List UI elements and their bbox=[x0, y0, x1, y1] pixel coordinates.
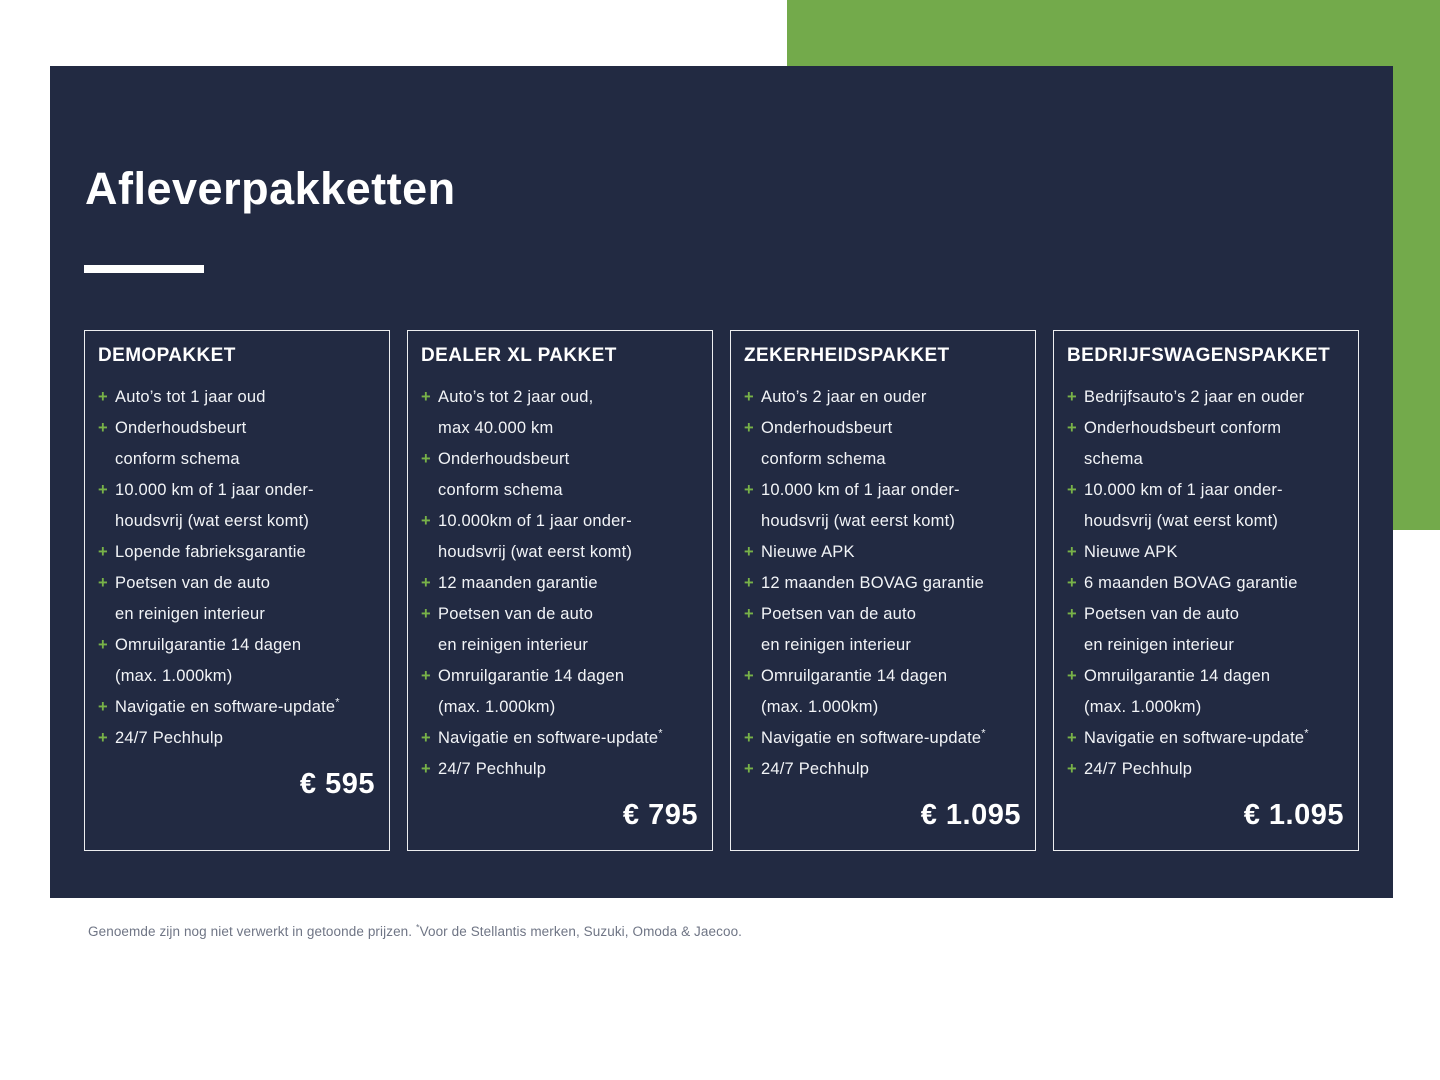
plus-icon: + bbox=[744, 574, 754, 592]
feature-text: en reinigen interieur bbox=[115, 605, 266, 623]
feature-text: 24/7 Pechhulp bbox=[115, 729, 224, 747]
feature-line bbox=[98, 506, 376, 537]
package-card-demopakket bbox=[84, 330, 390, 851]
feature-line bbox=[98, 413, 376, 444]
feature-line bbox=[744, 692, 1022, 723]
feature-line bbox=[1067, 475, 1345, 506]
feature-text: Nieuwe APK bbox=[761, 543, 855, 561]
feature-text: Nieuwe APK bbox=[1084, 543, 1178, 561]
feature-list bbox=[1067, 382, 1345, 785]
feature-text: 12 maanden BOVAG garantie bbox=[761, 574, 984, 592]
feature-line bbox=[1067, 754, 1345, 785]
plus-icon: + bbox=[744, 543, 754, 561]
feature-text: Bedrijfsauto’s 2 jaar en ouder bbox=[1084, 388, 1305, 406]
asterisk-superscript: * bbox=[335, 696, 340, 709]
package-card-title: ZEKERHEIDSPAKKET bbox=[744, 345, 950, 366]
feature-line bbox=[421, 382, 699, 413]
feature-text: Auto’s tot 1 jaar oud bbox=[115, 388, 266, 406]
asterisk-superscript: * bbox=[1304, 727, 1309, 740]
feature-text: Navigatie en software-update* bbox=[1084, 727, 1309, 747]
feature-line bbox=[98, 444, 376, 475]
feature-line bbox=[421, 475, 699, 506]
plus-icon: + bbox=[1067, 543, 1077, 561]
plus-icon: + bbox=[421, 388, 431, 406]
plus-icon: + bbox=[421, 512, 431, 530]
feature-text: Onderhoudsbeurt conform bbox=[1084, 419, 1282, 437]
feature-text: Navigatie en software-update* bbox=[438, 727, 663, 747]
plus-icon: + bbox=[98, 543, 108, 561]
feature-line bbox=[421, 692, 699, 723]
feature-line bbox=[421, 506, 699, 537]
feature-line bbox=[421, 723, 699, 754]
feature-line bbox=[744, 661, 1022, 692]
feature-list bbox=[421, 382, 699, 785]
plus-icon: + bbox=[1067, 729, 1077, 747]
feature-line bbox=[421, 444, 699, 475]
feature-text: 10.000 km of 1 jaar onder- bbox=[1084, 481, 1283, 499]
plus-icon: + bbox=[1067, 760, 1077, 778]
feature-line bbox=[98, 382, 376, 413]
feature-text: Navigatie en software-update* bbox=[761, 727, 986, 747]
feature-line bbox=[421, 754, 699, 785]
plus-icon: + bbox=[421, 605, 431, 623]
plus-icon: + bbox=[744, 605, 754, 623]
package-card-title: DEMOPAKKET bbox=[98, 345, 236, 366]
plus-icon: + bbox=[421, 760, 431, 778]
plus-icon: + bbox=[98, 636, 108, 654]
feature-line bbox=[744, 630, 1022, 661]
feature-text: 24/7 Pechhulp bbox=[761, 760, 870, 778]
package-card-dealer-xl-pakket bbox=[407, 330, 713, 851]
feature-text: schema bbox=[1084, 450, 1143, 468]
feature-line bbox=[1067, 537, 1345, 568]
feature-line bbox=[1067, 630, 1345, 661]
feature-text: (max. 1.000km) bbox=[115, 667, 233, 685]
plus-icon: + bbox=[421, 450, 431, 468]
feature-line bbox=[744, 475, 1022, 506]
plus-icon: + bbox=[744, 729, 754, 747]
feature-text: en reinigen interieur bbox=[1084, 636, 1235, 654]
feature-text: Navigatie en software-update* bbox=[115, 696, 340, 716]
feature-line bbox=[744, 413, 1022, 444]
feature-line bbox=[1067, 444, 1345, 475]
feature-text: houdsvrij (wat eerst komt) bbox=[438, 543, 633, 561]
feature-list bbox=[744, 382, 1022, 785]
feature-text: (max. 1.000km) bbox=[438, 698, 556, 716]
feature-line bbox=[1067, 692, 1345, 723]
footnote-text: Genoemde zijn nog niet verwerkt in getoonde prijzen. bbox=[88, 924, 416, 939]
feature-line bbox=[98, 630, 376, 661]
plus-icon: + bbox=[744, 388, 754, 406]
feature-line bbox=[421, 599, 699, 630]
feature-line bbox=[421, 537, 699, 568]
plus-icon: + bbox=[1067, 388, 1077, 406]
feature-text: Poetsen van de auto bbox=[761, 605, 917, 623]
plus-icon: + bbox=[421, 667, 431, 685]
title-underline bbox=[84, 265, 204, 273]
feature-text: 10.000 km of 1 jaar onder- bbox=[115, 481, 314, 499]
feature-line bbox=[98, 723, 376, 754]
plus-icon: + bbox=[1067, 574, 1077, 592]
feature-line bbox=[1067, 723, 1345, 754]
feature-line bbox=[98, 661, 376, 692]
plus-icon: + bbox=[98, 419, 108, 437]
feature-text: Omruilgarantie 14 dagen bbox=[115, 636, 302, 654]
feature-text: Omruilgarantie 14 dagen bbox=[761, 667, 948, 685]
feature-list bbox=[98, 382, 376, 754]
feature-text: conform schema bbox=[438, 481, 563, 499]
feature-text: Poetsen van de auto bbox=[1084, 605, 1240, 623]
package-price: € 595 bbox=[299, 768, 375, 800]
plus-icon: + bbox=[1067, 481, 1077, 499]
feature-line bbox=[744, 568, 1022, 599]
feature-line bbox=[744, 382, 1022, 413]
feature-line bbox=[98, 599, 376, 630]
plus-icon: + bbox=[98, 481, 108, 499]
package-card-title: BEDRIJFSWAGENSPAKKET bbox=[1067, 345, 1331, 366]
plus-icon: + bbox=[1067, 419, 1077, 437]
asterisk-superscript: * bbox=[981, 727, 986, 740]
plus-icon: + bbox=[744, 667, 754, 685]
feature-line bbox=[98, 568, 376, 599]
plus-icon: + bbox=[98, 729, 108, 747]
feature-line bbox=[421, 630, 699, 661]
feature-text: 12 maanden garantie bbox=[438, 574, 598, 592]
feature-text: conform schema bbox=[761, 450, 886, 468]
feature-text: 24/7 Pechhulp bbox=[1084, 760, 1193, 778]
plus-icon: + bbox=[744, 760, 754, 778]
feature-line bbox=[98, 475, 376, 506]
package-price: € 1.095 bbox=[920, 799, 1021, 831]
feature-line bbox=[1067, 382, 1345, 413]
package-price: € 795 bbox=[622, 799, 698, 831]
plus-icon: + bbox=[744, 419, 754, 437]
asterisk-superscript: * bbox=[658, 727, 663, 740]
feature-line bbox=[421, 413, 699, 444]
feature-text: conform schema bbox=[115, 450, 240, 468]
feature-line bbox=[1067, 568, 1345, 599]
feature-line bbox=[1067, 599, 1345, 630]
feature-text: Poetsen van de auto bbox=[438, 605, 594, 623]
plus-icon: + bbox=[744, 481, 754, 499]
feature-text: 6 maanden BOVAG garantie bbox=[1084, 574, 1298, 592]
plus-icon: + bbox=[98, 698, 108, 716]
feature-text: Onderhoudsbeurt bbox=[761, 419, 893, 437]
feature-text: houdsvrij (wat eerst komt) bbox=[115, 512, 310, 530]
feature-line bbox=[1067, 661, 1345, 692]
package-card-zekerheidspakket bbox=[730, 330, 1036, 851]
plus-icon: + bbox=[98, 574, 108, 592]
feature-text: Auto’s 2 jaar en ouder bbox=[761, 388, 927, 406]
feature-text: Poetsen van de auto bbox=[115, 574, 271, 592]
feature-line bbox=[744, 723, 1022, 754]
feature-line bbox=[1067, 413, 1345, 444]
package-card-bedrijfswagenspakket bbox=[1053, 330, 1359, 851]
feature-line bbox=[744, 506, 1022, 537]
feature-text: en reinigen interieur bbox=[761, 636, 912, 654]
feature-text: Auto’s tot 2 jaar oud, bbox=[438, 388, 594, 406]
feature-text: max 40.000 km bbox=[438, 419, 554, 437]
feature-text: 10.000 km of 1 jaar onder- bbox=[761, 481, 960, 499]
footnote-asterisk: * bbox=[416, 922, 420, 933]
feature-text: 24/7 Pechhulp bbox=[438, 760, 547, 778]
plus-icon: + bbox=[98, 388, 108, 406]
plus-icon: + bbox=[421, 729, 431, 747]
feature-line bbox=[98, 537, 376, 568]
plus-icon: + bbox=[1067, 667, 1077, 685]
page-title: Afleverpakketten bbox=[85, 163, 456, 214]
package-card-title: DEALER XL PAKKET bbox=[421, 345, 617, 366]
plus-icon: + bbox=[421, 574, 431, 592]
footnote bbox=[88, 924, 742, 939]
feature-line bbox=[98, 692, 376, 723]
feature-text: Omruilgarantie 14 dagen bbox=[438, 667, 625, 685]
feature-text: houdsvrij (wat eerst komt) bbox=[1084, 512, 1279, 530]
feature-text: Onderhoudsbeurt bbox=[115, 419, 247, 437]
feature-line bbox=[421, 568, 699, 599]
feature-text: Onderhoudsbeurt bbox=[438, 450, 570, 468]
feature-text: (max. 1.000km) bbox=[1084, 698, 1202, 716]
main-panel bbox=[50, 66, 1393, 898]
feature-text: (max. 1.000km) bbox=[761, 698, 879, 716]
package-cards-row bbox=[84, 330, 1359, 851]
feature-text: houdsvrij (wat eerst komt) bbox=[761, 512, 956, 530]
footnote-text-after: Voor de Stellantis merken, Suzuki, Omoda & Jaecoo. bbox=[419, 924, 743, 939]
feature-line bbox=[744, 599, 1022, 630]
feature-text: en reinigen interieur bbox=[438, 636, 589, 654]
feature-line bbox=[1067, 506, 1345, 537]
feature-line bbox=[744, 754, 1022, 785]
feature-text: 10.000km of 1 jaar onder- bbox=[438, 512, 632, 530]
feature-line bbox=[421, 661, 699, 692]
package-price: € 1.095 bbox=[1243, 799, 1344, 831]
feature-line bbox=[744, 444, 1022, 475]
feature-text: Omruilgarantie 14 dagen bbox=[1084, 667, 1271, 685]
plus-icon: + bbox=[1067, 605, 1077, 623]
feature-text: Lopende fabrieksgarantie bbox=[115, 543, 307, 561]
feature-line bbox=[744, 537, 1022, 568]
